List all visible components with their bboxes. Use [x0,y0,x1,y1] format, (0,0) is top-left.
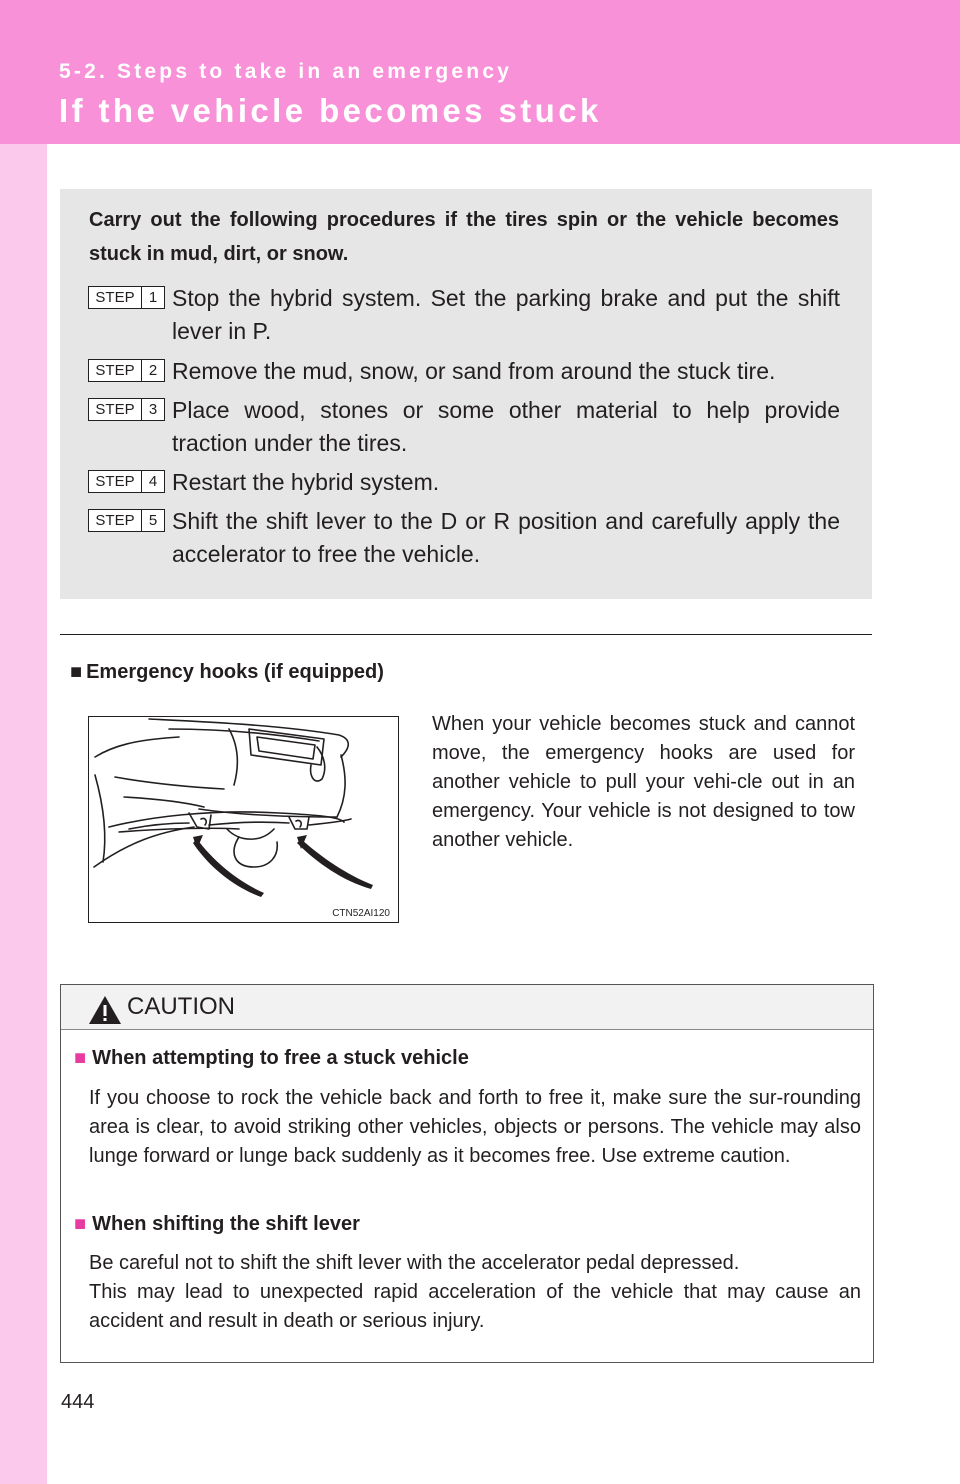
step-badge: STEP 4 [88,470,165,493]
section-divider [60,634,872,635]
caution-subheading-shift-lever: ■ When shifting the shift lever [74,1213,360,1235]
emergency-hooks-text: When your vehicle becomes stuck and cannot move, the emergency hooks are used for another vehicle to pull your vehi-cle out in an emergency. Your vehicle is not designed to tow another vehicle. [432,713,855,851]
step-text: Restart the hybrid system. [172,469,440,495]
step-text: Place wood, stones or some other material to help provide traction under the tires. [172,397,840,456]
square-bullet-icon: ■ [74,1047,87,1069]
caution-paragraph: Be careful not to shift the shift lever with the accelerator pedal depressed. [89,1252,740,1274]
page-number: 444 [61,1391,95,1413]
step-1 [88,282,840,348]
caution-subheading-free-vehicle: ■ When attempting to free a stuck vehicle [74,1047,469,1069]
step-badge: STEP 1 [88,286,165,309]
section-label: 5-2. Steps to take in an emergency [59,60,513,83]
page-title: If the vehicle becomes stuck [59,92,602,129]
step-badge: STEP 5 [88,509,165,532]
square-bullet-icon: ■ [70,661,83,683]
intro-text: Carry out the following procedures if the tires spin or the vehicle becomes stuck in mud, dirt, or snow. [89,209,839,265]
step-badge: STEP 3 [88,398,165,421]
caution-box [60,984,874,1363]
step-text: Remove the mud, snow, or sand from around the stuck tire. [172,358,776,384]
caution-paragraph: If you choose to rock the vehicle back and forth to free it, make sure the sur-rounding area is clear, to avoid striking other vehicles, objects or persons. The vehicle may also lunge forward or lunge back suddenly as it becomes free. Use extreme caution. [89,1087,861,1167]
step-text: Shift the shift lever to the D or R position and carefully apply the accelerator to free the vehicle. [172,508,840,567]
caution-paragraph: This may lead to unexpected rapid acceleration of the vehicle that may cause an accident and result in death or serious injury. [89,1281,861,1332]
square-bullet-icon: ■ [74,1213,87,1235]
warning-icon [88,995,122,1025]
figure-code: CTN52AI120 [332,908,390,919]
caution-title: CAUTION [127,993,235,1020]
step-2 [88,355,840,388]
step-5 [88,505,840,571]
step-text: Stop the hybrid system. Set the parking brake and put the shift lever in P. [172,285,840,344]
caution-header [61,985,873,1030]
step-4 [88,466,840,499]
emergency-hooks-illustration [88,716,399,923]
emergency-hooks-heading: ■ Emergency hooks (if equipped) [70,661,384,683]
left-margin-band [0,0,47,1484]
step-badge: STEP 2 [88,359,165,382]
vehicle-rear-underside-drawing [89,717,398,922]
step-3 [88,394,840,460]
procedure-box [60,189,872,599]
